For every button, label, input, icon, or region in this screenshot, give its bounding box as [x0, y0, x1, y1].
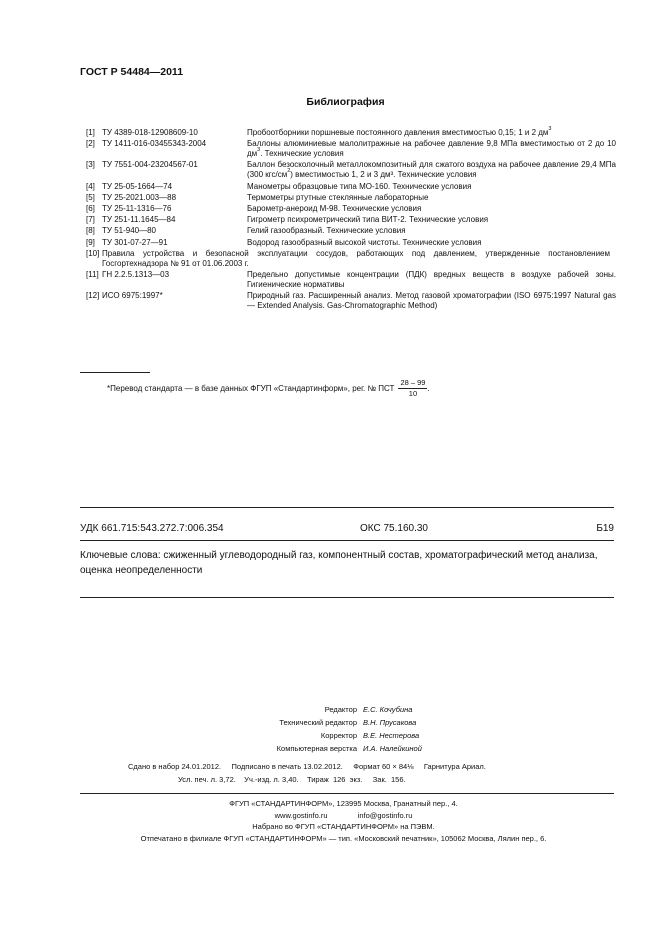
ref-description	[247, 139, 616, 159]
credit-name: И.А. Налейкиной	[363, 744, 422, 753]
footnote-divider	[80, 372, 150, 373]
section-heading: Библиография	[306, 96, 385, 108]
ref-number: [2]	[86, 139, 95, 149]
ref-code: ТУ 25-11-1316—76	[102, 203, 172, 213]
divider-middle	[80, 540, 614, 541]
ref-code: ТУ 51-940—80	[102, 226, 156, 236]
publisher-site-link[interactable]: www.gostinfo.ru	[274, 810, 328, 820]
credit-row	[0, 703, 661, 716]
registration-fraction	[398, 378, 430, 399]
ref-code: ГН 2.2.5.1313—03	[102, 269, 170, 279]
ref-code: ТУ 1411-016-03455343-2004	[102, 139, 207, 149]
publisher-address: ФГУП «СТАНДАРТИНФОРМ», 123995 Москва, Гранатный пер., 4.	[229, 799, 458, 808]
ref-description: Термометры ртутные стеклянные лабораторные	[247, 192, 429, 202]
ref-code: ИСО 6975:1997*	[102, 291, 163, 301]
ref-code: ТУ 4389-018-12908609-10	[102, 128, 198, 137]
bibliography-item	[86, 139, 616, 159]
credit-row	[0, 729, 661, 742]
bibliography-item	[86, 270, 616, 290]
ref-code: ТУ 25-05-1664—74	[102, 181, 173, 191]
ref-desc-tail: ) вместимостью 1, 2 и 3 дм³. Технические условия	[290, 170, 477, 180]
credit-label: Корректор	[320, 731, 357, 740]
ref-description: Барометр-анероид М-98. Технические условия	[247, 203, 422, 213]
ref-superscript: 3	[548, 126, 552, 132]
divider-publisher	[80, 793, 614, 794]
bibliography-item	[86, 193, 616, 203]
publisher-block	[0, 798, 661, 844]
ref-number: [1]	[86, 128, 95, 137]
ref-number: [5]	[86, 192, 95, 202]
footnote-end: .	[427, 384, 430, 393]
divider-bottom	[80, 597, 614, 598]
ref-desc-text: Пробоотборники поршневые постоянного давления вместимостью 0,15; 1 и 2 дм	[247, 128, 549, 137]
credit-name: Е.С. Кочубина	[363, 705, 413, 714]
publisher-contacts	[26, 810, 661, 822]
ref-number: [7]	[86, 215, 95, 225]
ref-code: ТУ 301-07-27—91	[102, 237, 168, 247]
credits-block	[0, 703, 661, 755]
udk-code: УДК 661.715:543.272.7:006.354	[80, 523, 224, 534]
bibliography-item	[86, 204, 616, 214]
keywords: Ключевые слова: сжиженный углеводородный газ, компонентный состав, хроматографический метод анализа, оценка неопределенности	[80, 550, 598, 576]
credit-row	[0, 716, 661, 729]
bibliography-list	[86, 128, 616, 312]
ref-superscript: 3	[257, 147, 261, 154]
print-info-line-1: Сдано в набор 24.01.2012. Подписано в печать 13.02.2012. Формат 60 × 84⅛ Гарнитура Ариал.	[128, 762, 486, 771]
ref-desc-text: Баллон безосколочный металлокомпозитный для сжатого воздуха на рабочее давление 29,4 МПа (300 кгс/см	[247, 160, 616, 180]
bibliography-item	[86, 215, 616, 225]
ref-description: Правила устройства и безопасной эксплуатации сосудов, работающих под давлением, утвержденные постановлением Госгортехнадзора № 91 от 01.06.2003 г.	[102, 248, 610, 268]
print-info-line-2: Усл. печ. л. 3,72. Уч.-изд. л. 3,40. Тираж 126 экз. Зак. 156.	[178, 775, 406, 784]
credit-label: Технический редактор	[279, 718, 357, 727]
ref-number: [4]	[86, 181, 95, 191]
ref-superscript: 2	[287, 168, 291, 175]
credit-label: Компьютерная верстка	[276, 744, 357, 753]
publisher-email-link[interactable]: info@gostinfo.ru	[357, 810, 413, 820]
footnote	[107, 378, 430, 399]
classification-index: Б19	[596, 523, 614, 534]
publisher-typeset: Набрано во ФГУП «СТАНДАРТИНФОРМ» на ПЭВМ.	[252, 822, 435, 831]
ref-description: Предельно допустимые концентрации (ПДК) вредных веществ в воздухе рабочей зоны. Гигиенические нормативы	[247, 269, 616, 289]
footnote-text: *Перевод стандарта — в базе данных ФГУП «Стандартинформ», рег. № ПСТ	[107, 384, 395, 393]
ref-code: ТУ 25-2021.003—88	[102, 192, 177, 202]
ref-number: [8]	[86, 226, 95, 236]
ref-description: Природный газ. Расширенный анализ. Метод газовой хроматографии (ISO 6975:1997 Natural gas — Extended Analysis. Gas-Chromatographic Method)	[247, 291, 616, 311]
ref-number: [10]	[86, 248, 100, 258]
bibliography-item	[86, 226, 616, 236]
ref-description	[247, 128, 616, 138]
ref-description: Гелий газообразный. Технические условия	[247, 226, 406, 236]
credit-label: Редактор	[324, 705, 357, 714]
credit-row	[0, 742, 661, 755]
document-id: ГОСТ Р 54484—2011	[80, 66, 184, 78]
oks-code: ОКС 75.160.30	[360, 523, 428, 534]
credit-name: В.Н. Прусакова	[363, 718, 417, 727]
publisher-printed: Отпечатано в филиале ФГУП «СТАНДАРТИНФОРМ» — тип. «Московский печатник», 105062 Москва, Лялин пер., 6.	[140, 833, 547, 843]
bibliography-item	[86, 238, 616, 248]
ref-description: Манометры образцовые типа МО-160. Технические условия	[247, 181, 472, 191]
divider-top	[80, 507, 614, 508]
ref-number: [12]	[86, 291, 100, 301]
fraction-numerator: 28 – 99	[400, 378, 426, 387]
ref-number: [3]	[86, 160, 95, 170]
bibliography-item	[86, 160, 616, 180]
bibliography-item	[86, 128, 616, 138]
credit-name: В.Е. Нестерова	[363, 731, 420, 740]
ref-desc-text: Баллоны алюминиевые малолитражные на рабочее давление 9,8 МПа вместимостью от 2 до 10 дм	[247, 139, 616, 159]
ref-number: [6]	[86, 203, 95, 213]
ref-number: [9]	[86, 237, 95, 247]
ref-number: [11]	[86, 269, 99, 279]
bibliography-item	[86, 291, 616, 311]
ref-description: Водород газообразный высокой чистоты. Технические условия	[247, 237, 482, 247]
bibliography-item	[86, 182, 616, 192]
ref-desc-tail: . Технические условия	[260, 149, 344, 159]
ref-code: ТУ 7551-004-23204567-01	[102, 160, 198, 170]
fraction-denominator: 10	[408, 389, 418, 398]
ref-description	[247, 160, 616, 180]
ref-code: ТУ 251-11.1645—84	[102, 215, 176, 225]
bibliography-item	[86, 249, 616, 269]
ref-description: Гигрометр психрометрический типа ВИТ-2. Технические условия	[247, 215, 489, 225]
